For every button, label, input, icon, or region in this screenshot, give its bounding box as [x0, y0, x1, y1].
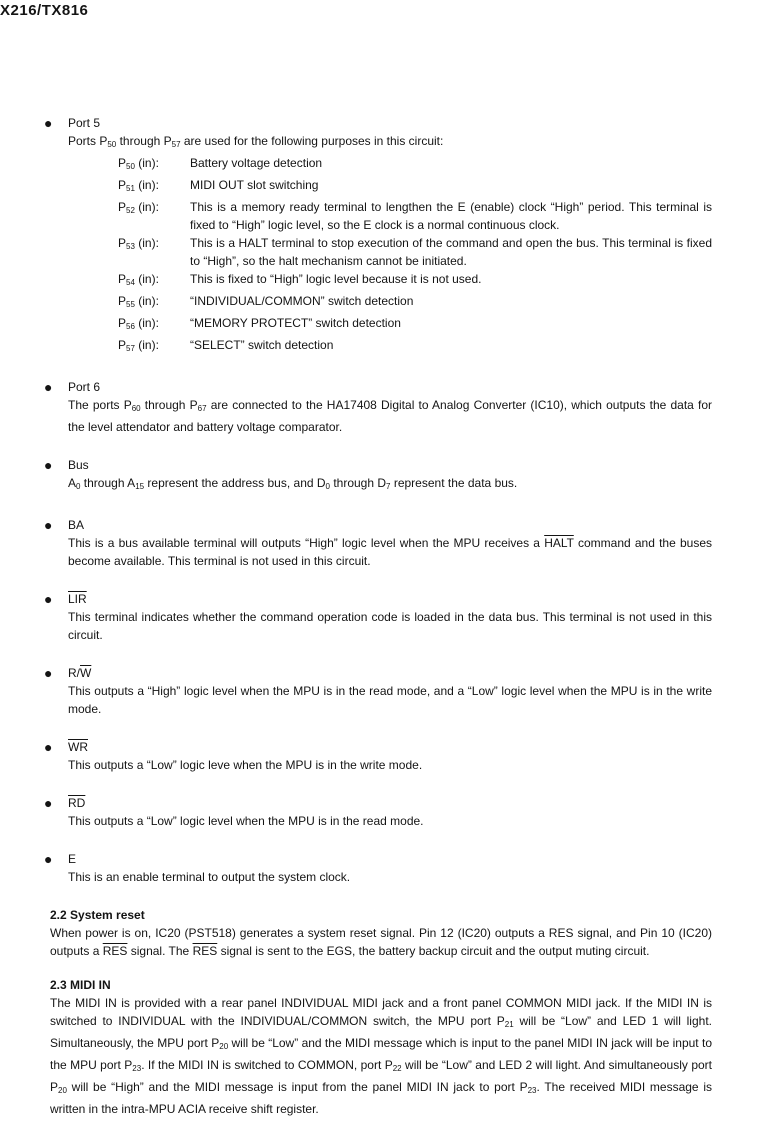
midi-in-section	[50, 976, 712, 1118]
bullet-icon: ●	[44, 115, 53, 131]
port6-title: Port 6	[68, 380, 101, 394]
e-section	[44, 850, 712, 886]
pin-row	[118, 198, 712, 234]
pin-row	[118, 270, 712, 292]
pin-label: $P_{56}$ (in):	[118, 316, 159, 331]
pin-row	[118, 292, 712, 314]
port6-section	[44, 378, 712, 436]
page-header: X216/TX816	[0, 2, 89, 19]
pin-description: This is fixed to “High” logic level because it is not used.	[190, 272, 482, 286]
pin-description: MIDI OUT slot switching	[190, 178, 319, 192]
wr-section	[44, 738, 712, 774]
pin-label: $P_{54}$ (in):	[118, 272, 159, 287]
rw-title: $R/\overline{W}$	[68, 666, 92, 680]
rd-section	[44, 794, 712, 830]
pin-row	[118, 234, 712, 270]
port5-pin-list	[118, 154, 712, 358]
lir-title: $\overline{LIR}$	[68, 592, 87, 606]
e-title: E	[68, 852, 77, 866]
pin-label: $P_{50}$ (in):	[118, 156, 159, 171]
bullet-icon: ●	[44, 379, 53, 395]
wr-text: This outputs a “Low” logic leve when the MPU is in the write mode.	[68, 758, 423, 772]
pin-description: “MEMORY PROTECT” switch detection	[190, 316, 401, 330]
bullet-icon: ●	[44, 457, 53, 473]
port5-intro: Ports $P_{50}$ through $P_{57}$ are used for the following purposes in this circuit:	[68, 134, 444, 149]
pin-label: $P_{53}$ (in):	[118, 236, 159, 251]
wr-title: $\overline{WR}$	[68, 740, 88, 754]
e-text: This is an enable terminal to output the system clock.	[68, 870, 351, 884]
lir-section	[44, 590, 712, 644]
pin-description: “SELECT” switch detection	[190, 338, 334, 352]
bus-title: Bus	[68, 458, 89, 472]
bus-text: $A_0$ through $A_{15}$ represent the address bus, and $D_0$ through $D_7$ represent the data bus.	[68, 476, 518, 491]
port6-text: The ports $P_{60}$ through $P_{67}$ are connected to the HA17408 Digital to Analog Converter (IC10), which outputs the data for the level attendator and battery voltage comparator.	[68, 398, 713, 434]
pin-row	[118, 176, 712, 198]
ba-text: This is a bus available terminal will outputs “High” logic level when the MPU receives a HALT command and the buses become available. This terminal is not used in this circuit.	[68, 536, 713, 568]
rw-text: This outputs a “High” logic level when the MPU is in the read mode, and a “Low” logic level when the MPU is in the write mode.	[68, 684, 712, 716]
ba-section	[44, 516, 712, 570]
pin-label: $P_{51}$ (in):	[118, 178, 159, 193]
rd-text: This outputs a “Low” logic level when the MPU is in the read mode.	[68, 814, 424, 828]
pin-description: “INDIVIDUAL/COMMON” switch detection	[190, 294, 414, 308]
pin-label: $P_{52}$ (in):	[118, 200, 159, 215]
pin-row	[118, 154, 712, 176]
bullet-icon: ●	[44, 851, 53, 867]
document-body	[44, 114, 712, 1118]
bullet-icon: ●	[44, 591, 53, 607]
lir-text: This terminal indicates whether the command operation code is loaded in the data bus. This terminal is not used in this circuit.	[68, 610, 712, 642]
pin-row	[118, 314, 712, 336]
port5-section	[44, 114, 712, 358]
pin-description: Battery voltage detection	[190, 156, 323, 170]
pin-label: $P_{55}$ (in):	[118, 294, 159, 309]
system-reset-section	[50, 906, 712, 960]
bullet-icon: ●	[44, 795, 53, 811]
bullet-icon: ●	[44, 665, 53, 681]
bullet-icon: ●	[44, 517, 53, 533]
bullet-icon: ●	[44, 739, 53, 755]
pin-description: This is a HALT terminal to stop execution of the command and open the bus. This terminal is fixed to “High”, so the halt mechanism cannot be initiated.	[190, 236, 712, 268]
rd-title: $\overline{RD}$	[68, 796, 86, 810]
system-reset-title: 2.2 System reset	[50, 908, 145, 922]
ba-title: BA	[68, 518, 85, 532]
bus-section	[44, 456, 712, 496]
system-reset-text: When power is on, IC20 (PST518) generates a system reset signal. Pin 12 (IC20) outputs a RES signal, and Pin 10 (IC20) outputs a $\overline{RES}$ signal. The $\overline{RES}$ signal is sent to the EGS, the battery backup circuit and the output muting circuit.	[50, 926, 712, 958]
port5-title: Port 5	[68, 116, 101, 130]
rw-section	[44, 664, 712, 718]
pin-label: $P_{57}$ (in):	[118, 338, 159, 353]
pin-row	[118, 336, 712, 358]
midi-in-title: 2.3 MIDI IN	[50, 978, 111, 992]
pin-description: This is a memory ready terminal to lengthen the E (enable) clock “High” period. This terminal is fixed to “High” logic level, so the E clock is a normal continuous clock.	[190, 200, 712, 232]
midi-in-text: The MIDI IN is provided with a rear panel INDIVIDUAL MIDI jack and a front panel COMMON MIDI jack. If the MIDI IN is switched to INDIVIDUAL with the INDIVIDUAL/COMMON switch, the MPU port $P_{21}$ will be “Low” and LED 1 will light. Simultaneously, the MPU port $P_{20}$ will be “Low” and the MIDI message which is input to the panel MIDI IN jack will be input to the MPU port $P_{23}$. If the MIDI IN is switched to COMMON, port $P_{22}$ will be “Low” and LED 2 will light. And simultaneously port $P_{20}$ will be “High” and the MIDI message is input from the panel MIDI IN jack to port $P_{23}$. The received MIDI message is written in the intra-MPU ACIA receive shift register.	[50, 996, 712, 1116]
